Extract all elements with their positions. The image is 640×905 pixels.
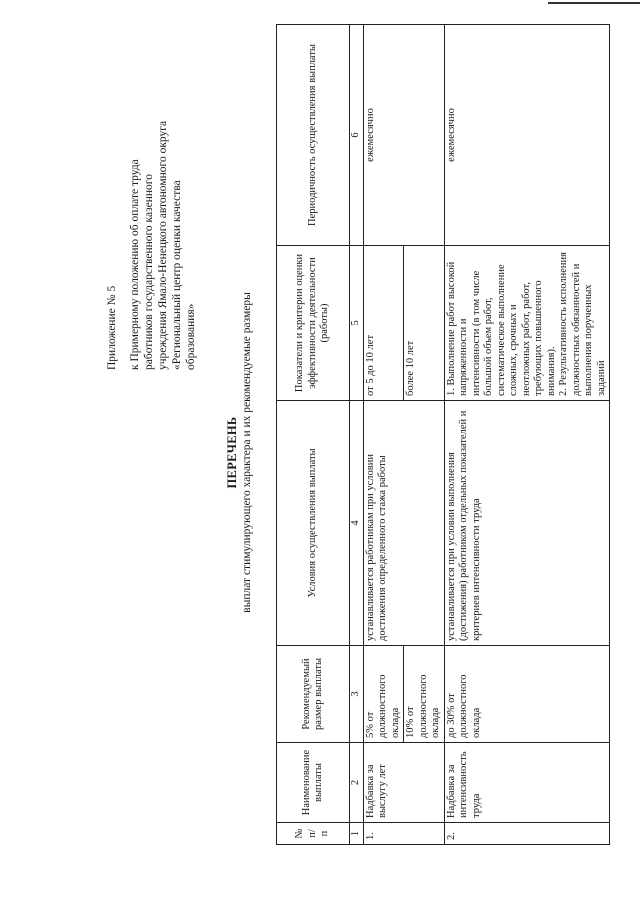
payment-criteria bbox=[444, 246, 610, 401]
header-cell: № п/п bbox=[277, 823, 350, 845]
payment-size: 5% от должностного оклада bbox=[363, 646, 404, 743]
payment-period: ежемесячно bbox=[363, 25, 444, 246]
payment-condition: устанавливается при условии выполнения (достижения) работником отдельных показателей и критериев интенсивности труда bbox=[444, 401, 610, 646]
column-number: 5 bbox=[350, 246, 364, 401]
payment-size: 10% от должностного оклада bbox=[404, 646, 445, 743]
payment-period: ежемесячно bbox=[444, 25, 610, 246]
table-row bbox=[444, 25, 610, 845]
row-number: 1. bbox=[363, 823, 444, 845]
payment-name: Надбавка за интенсивность труда bbox=[444, 743, 610, 823]
header-line: учреждения Ямало-Ненецкого автономного округа bbox=[157, 120, 169, 370]
header-line: работников государственного казенного bbox=[143, 174, 155, 370]
document-title: ПЕРЕЧЕНЬ bbox=[225, 416, 239, 489]
header-cell: Периодичность осуществления выплаты bbox=[277, 25, 350, 246]
criteria-item: 1. Выполнение работ высокой напряженности и интенсивности (в том числе большой объем работ, систематическое выполнение сложных, срочных и неотложных работ, работ, требующих повышенного внимания). bbox=[445, 261, 557, 396]
payment-condition: устанавливается работникам при условии достижения определенного стажа работы bbox=[363, 401, 444, 646]
payment-name: Надбавка за выслугу лет bbox=[363, 743, 444, 823]
column-number: 6 bbox=[350, 25, 364, 246]
payment-criteria: более 10 лет bbox=[404, 246, 445, 401]
column-number: 1 bbox=[350, 823, 364, 845]
header-line: к Примерному положению об оплате труда bbox=[129, 159, 141, 370]
table-row bbox=[363, 25, 404, 845]
payment-size: до 30% от должностного оклада bbox=[444, 646, 610, 743]
header-cell: Рекомендуемый размер выплаты bbox=[277, 646, 350, 743]
criteria-item: 2. Результативность исполнения должностных обязанностей и выполнения порученных заданий bbox=[558, 252, 607, 396]
header-cell: Показатели и критерии оценки эффективности деятельности (работы) bbox=[277, 246, 350, 401]
payments-table bbox=[276, 24, 610, 845]
column-number: 4 bbox=[350, 401, 364, 646]
header-cell: Наименование выплаты bbox=[277, 743, 350, 823]
row-number: 2. bbox=[444, 823, 610, 845]
header-cell: Условия осуществления выплаты bbox=[277, 401, 350, 646]
column-number: 3 bbox=[350, 646, 364, 743]
table-header-row bbox=[277, 25, 350, 845]
column-number: 2 bbox=[350, 743, 364, 823]
column-number-row bbox=[350, 25, 364, 845]
appendix-number: Приложение № 5 bbox=[106, 285, 118, 370]
header-line: «Региональный центр оценки качества bbox=[171, 180, 183, 370]
appendix-header bbox=[105, 50, 198, 370]
document-subtitle: выплат стимулирующего характера и их рекомендуемые размеры bbox=[241, 292, 253, 613]
payment-criteria: от 5 до 10 лет bbox=[363, 246, 404, 401]
header-line: образования» bbox=[185, 303, 197, 370]
